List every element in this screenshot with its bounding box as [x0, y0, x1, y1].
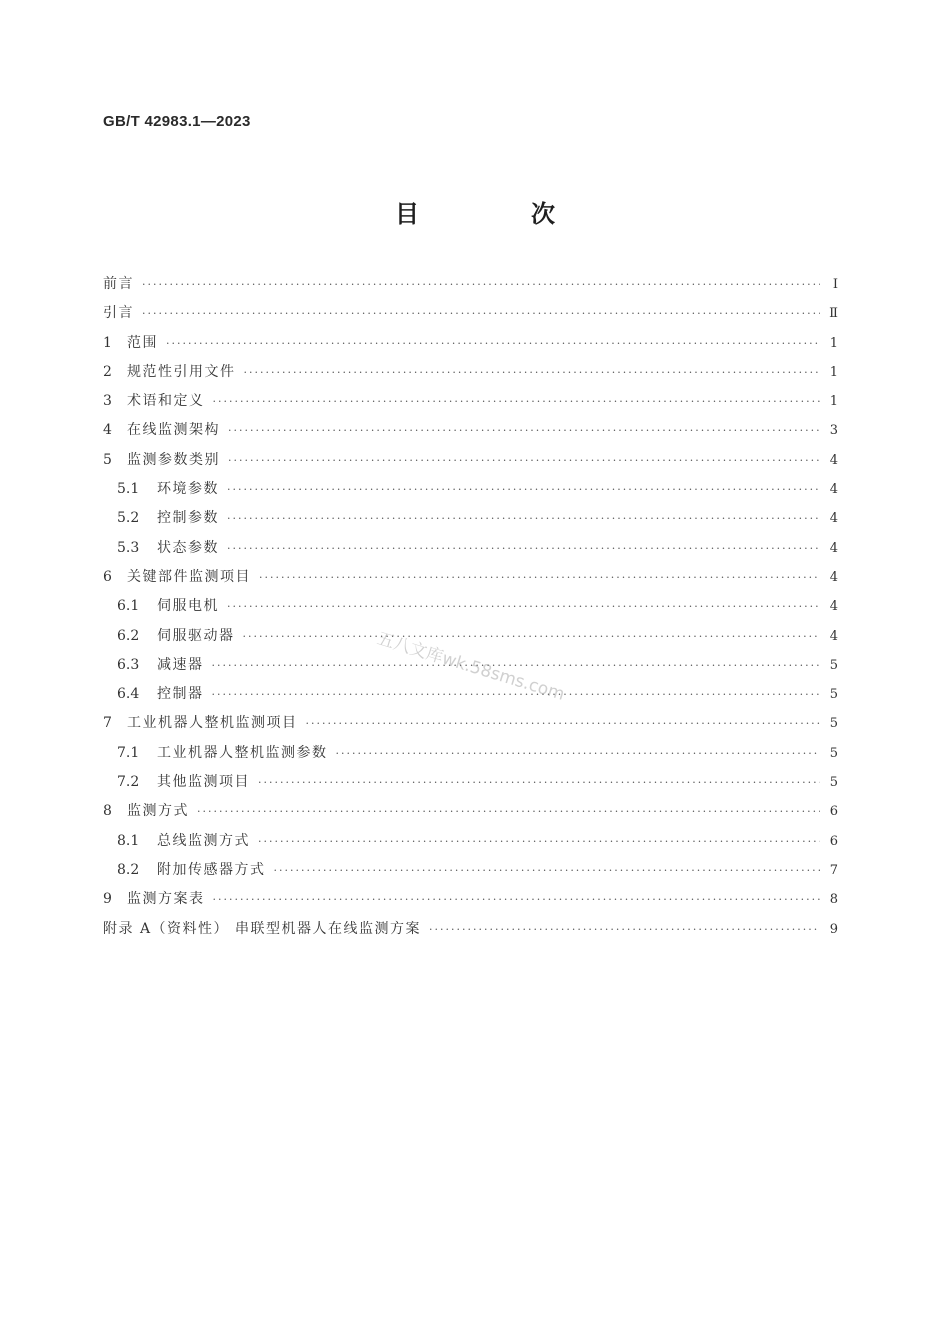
- watermark: 五八文库wk.58sms.com: [374, 628, 567, 705]
- toc-entry-label: 总线监测方式: [157, 832, 250, 849]
- standard-code: GB/T 42983.1—2023: [103, 113, 251, 130]
- table-of-contents: [103, 270, 838, 944]
- toc-entry-number: 2: [103, 363, 112, 380]
- toc-dot-leader: [228, 446, 820, 475]
- toc-dot-leader: [274, 856, 821, 885]
- toc-entry-number: 6.4: [117, 686, 140, 703]
- toc-entry-page: 3: [829, 423, 838, 439]
- toc-entry-page: 9: [829, 921, 838, 937]
- toc-entry-label: 控制参数: [157, 510, 219, 527]
- toc-entry-number: 8.1: [117, 832, 140, 849]
- toc-entry-number: 4: [103, 422, 112, 439]
- toc-dot-leader: [336, 739, 821, 768]
- toc-entry-page: 6: [829, 833, 838, 849]
- toc-entry-label: 前言: [103, 276, 134, 292]
- toc-dot-leader: [142, 299, 820, 328]
- toc-entry-label: 关键部件监测项目: [127, 568, 251, 585]
- toc-entry-page: 5: [829, 687, 838, 703]
- toc-entry-number: 8: [103, 803, 112, 820]
- toc-dot-leader: [197, 797, 820, 826]
- toc-dot-leader: [227, 504, 820, 533]
- toc-dot-leader: [429, 915, 820, 944]
- toc-dot-leader: [227, 534, 820, 563]
- toc-dot-leader: [142, 270, 820, 299]
- toc-entry-label: 监测方式: [127, 803, 189, 820]
- toc-entry-label: 附录 A（资料性） 串联型机器人在线监测方案: [103, 920, 422, 937]
- toc-dot-leader: [259, 563, 820, 592]
- toc-entry-page: 1: [829, 335, 838, 351]
- toc-entry-page: 4: [829, 540, 838, 556]
- toc-dot-leader: [227, 592, 820, 621]
- toc-entry[interactable]: [103, 592, 838, 621]
- toc-entry[interactable]: [103, 416, 838, 445]
- toc-entry-label: 工业机器人整机监测项目: [127, 715, 298, 732]
- toc-dot-leader: [306, 709, 821, 738]
- toc-entry-page: 6: [829, 804, 838, 820]
- toc-entry-number: 7.1: [117, 744, 140, 761]
- toc-entry-label: 引言: [103, 305, 134, 322]
- toc-entry-page: 5: [829, 716, 838, 732]
- toc-entry-label: 其他监测项目: [157, 774, 250, 791]
- toc-entry-number: 7.2: [117, 774, 140, 791]
- toc-dot-leader: [243, 622, 821, 651]
- toc-entry-label: 控制器: [157, 686, 204, 703]
- toc-entry[interactable]: [103, 446, 838, 475]
- toc-entry-page: 4: [829, 452, 838, 468]
- toc-entry-page: 5: [829, 775, 838, 791]
- toc-entry-label: 附加传感器方式: [157, 861, 266, 878]
- toc-entry-page: 1: [829, 364, 838, 380]
- toc-entry-label: 伺服驱动器: [157, 627, 235, 644]
- toc-dot-leader: [213, 885, 821, 914]
- toc-dot-leader: [213, 387, 821, 416]
- toc-entry[interactable]: [103, 797, 838, 826]
- toc-entry-number: 9: [103, 891, 112, 908]
- toc-entry[interactable]: [103, 768, 838, 797]
- toc-entry-page: 4: [829, 511, 838, 527]
- toc-entry-label: 减速器: [157, 656, 204, 673]
- toc-entry[interactable]: [103, 915, 838, 944]
- toc-entry[interactable]: [103, 856, 838, 885]
- toc-dot-leader: [228, 416, 820, 445]
- toc-entry[interactable]: [103, 827, 838, 856]
- toc-entry-number: 6.3: [117, 656, 140, 673]
- toc-dot-leader: [258, 827, 820, 856]
- toc-entry-page: 5: [829, 657, 838, 673]
- toc-entry-number: 8.2: [117, 861, 140, 878]
- toc-entry-label: 规范性引用文件: [127, 363, 236, 380]
- toc-entry-page: 4: [829, 599, 838, 615]
- toc-entry[interactable]: [103, 680, 838, 709]
- toc-entry[interactable]: [103, 329, 838, 358]
- toc-entry-number: 5.2: [117, 510, 140, 527]
- toc-entry-number: 3: [103, 393, 112, 410]
- toc-entry-number: 6: [103, 568, 112, 585]
- toc-entry[interactable]: [103, 387, 838, 416]
- toc-dot-leader: [166, 329, 820, 358]
- toc-entry-number: 1: [103, 334, 112, 351]
- toc-dot-leader: [244, 358, 821, 387]
- toc-entry-label: 状态参数: [157, 539, 219, 556]
- toc-entry-label: 工业机器人整机监测参数: [157, 744, 328, 761]
- toc-entry-number: 5.1: [117, 481, 140, 498]
- toc-entry-page: Ⅱ: [829, 306, 838, 322]
- toc-entry-page: Ⅰ: [832, 277, 838, 292]
- toc-entry-label: 监测方案表: [127, 891, 205, 908]
- toc-entry-label: 在线监测架构: [127, 422, 220, 439]
- toc-entry-page: 4: [829, 628, 838, 644]
- toc-entry[interactable]: [103, 709, 838, 738]
- toc-entry-label: 术语和定义: [127, 393, 205, 410]
- toc-entry-page: 7: [829, 862, 838, 878]
- toc-entry-label: 伺服电机: [157, 598, 219, 615]
- toc-entry[interactable]: [103, 358, 838, 387]
- toc-entry-number: 6.2: [117, 627, 140, 644]
- toc-entry[interactable]: [103, 504, 838, 533]
- toc-entry[interactable]: [103, 739, 838, 768]
- toc-entry[interactable]: [103, 885, 838, 914]
- toc-entry-page: 8: [829, 892, 838, 908]
- toc-entry-label: 范围: [127, 334, 158, 351]
- page-title: 目 次: [395, 200, 599, 228]
- toc-entry-label: 监测参数类别: [127, 451, 220, 468]
- toc-entry-page: 4: [829, 569, 838, 585]
- toc-entry-number: 5: [103, 451, 112, 468]
- toc-entry[interactable]: [103, 475, 838, 504]
- toc-entry[interactable]: [103, 299, 838, 328]
- toc-entry-number: 6.1: [117, 598, 140, 615]
- toc-entry[interactable]: [103, 534, 838, 563]
- toc-dot-leader: [227, 475, 820, 504]
- toc-entry-page: 4: [829, 482, 838, 498]
- toc-entry[interactable]: [103, 622, 838, 651]
- toc-entry[interactable]: [103, 270, 838, 299]
- toc-entry-page: 5: [829, 745, 838, 761]
- toc-entry-page: 1: [829, 394, 838, 410]
- toc-entry[interactable]: [103, 563, 838, 592]
- toc-dot-leader: [258, 768, 820, 797]
- toc-entry-number: 5.3: [117, 539, 140, 556]
- toc-entry-number: 7: [103, 715, 112, 732]
- toc-entry-label: 环境参数: [157, 481, 219, 498]
